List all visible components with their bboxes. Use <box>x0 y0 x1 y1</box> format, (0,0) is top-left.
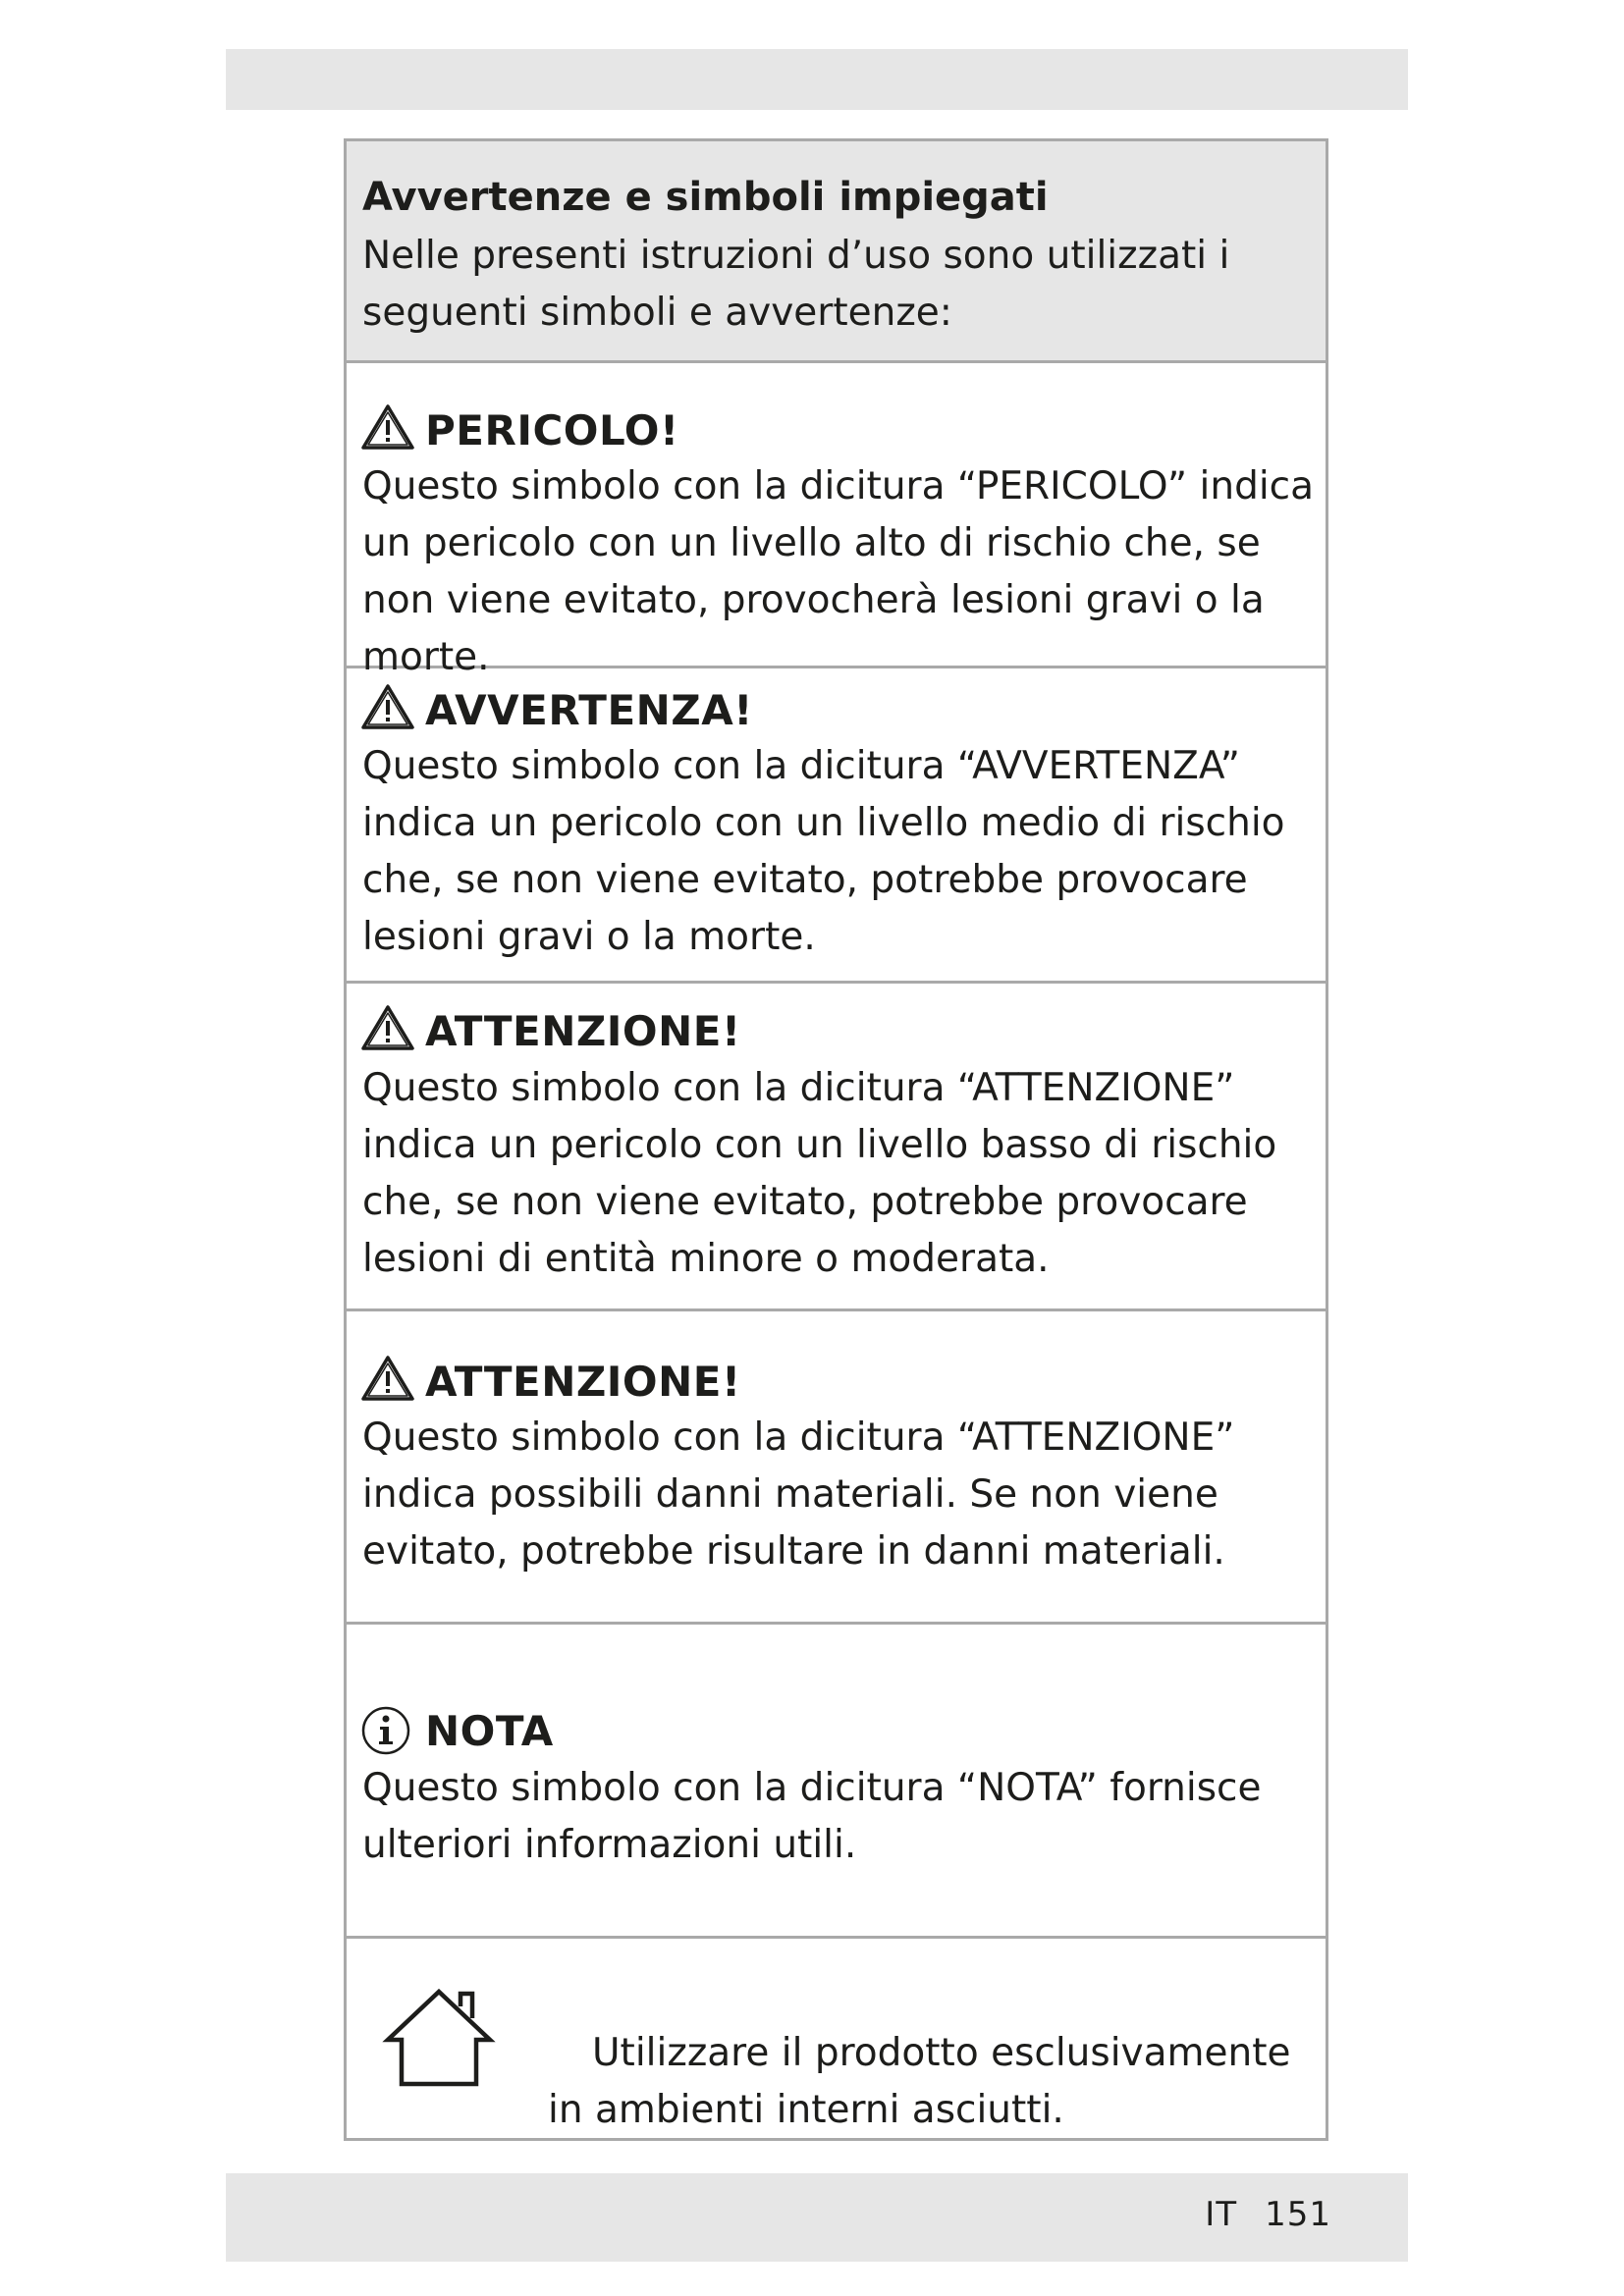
caution-label: ATTENZIONE! <box>425 1007 741 1055</box>
warning-triangle-icon <box>360 682 415 731</box>
warning-text: Questo simbolo con la dicitura “AVVERTENZA” indica un pericolo con un livello medio di rischio che, se non viene evitato, potrebbe provocare lesioni gravi o la morte. <box>362 744 1285 959</box>
danger-label: PERICOLO! <box>425 406 679 454</box>
indoor-section <box>347 1939 1326 2138</box>
warning-triangle-icon <box>360 402 415 452</box>
language-code: IT <box>1205 2195 1238 2234</box>
page-number: 151 <box>1265 2195 1331 2234</box>
table-header <box>347 141 1326 363</box>
warning-label: AVVERTENZA! <box>425 686 753 734</box>
warning-triangle-icon <box>360 1003 415 1052</box>
property-damage-text: Questo simbolo con la dicitura “ATTENZIONE” indica possibili danni materiali. Se non viene evitato, potrebbe risultare in danni materiali. <box>362 1415 1235 1574</box>
note-section <box>347 1625 1326 1939</box>
danger-section <box>347 363 1326 679</box>
page-footer <box>1205 2195 1331 2234</box>
section-title: Avvertenze e simboli impiegati <box>362 175 1049 220</box>
info-icon <box>360 1705 411 1756</box>
indoor-text: Utilizzare il prodotto esclusivamente in ambienti interni asciutti. <box>548 2031 1291 2132</box>
warning-section <box>347 668 1326 984</box>
property-damage-section <box>347 1311 1326 1625</box>
property-damage-label: ATTENZIONE! <box>425 1358 741 1406</box>
warning-triangle-icon <box>360 1354 415 1403</box>
danger-text: Questo simbolo con la dicitura “PERICOLO” indica un pericolo con un livello alto di rischio che, se non viene evitato, provocherà lesioni gravi o la morte. <box>362 464 1315 679</box>
note-text: Questo simbolo con la dicitura “NOTA” fornisce ulteriori informazioni utili. <box>362 1766 1262 1867</box>
symbols-table <box>344 138 1328 2141</box>
intro-text: Nelle presenti istruzioni d’uso sono utilizzati i seguenti simboli e avvertenze: <box>362 234 1230 335</box>
caution-section <box>347 984 1326 1311</box>
house-icon <box>382 1986 510 2094</box>
caution-text: Questo simbolo con la dicitura “ATTENZIONE” indica un pericolo con un livello basso di rischio che, se non viene evitato, potrebbe provocare lesioni di entità minore o moderata. <box>362 1066 1277 1281</box>
note-label: NOTA <box>425 1707 554 1755</box>
top-band <box>226 49 1408 110</box>
